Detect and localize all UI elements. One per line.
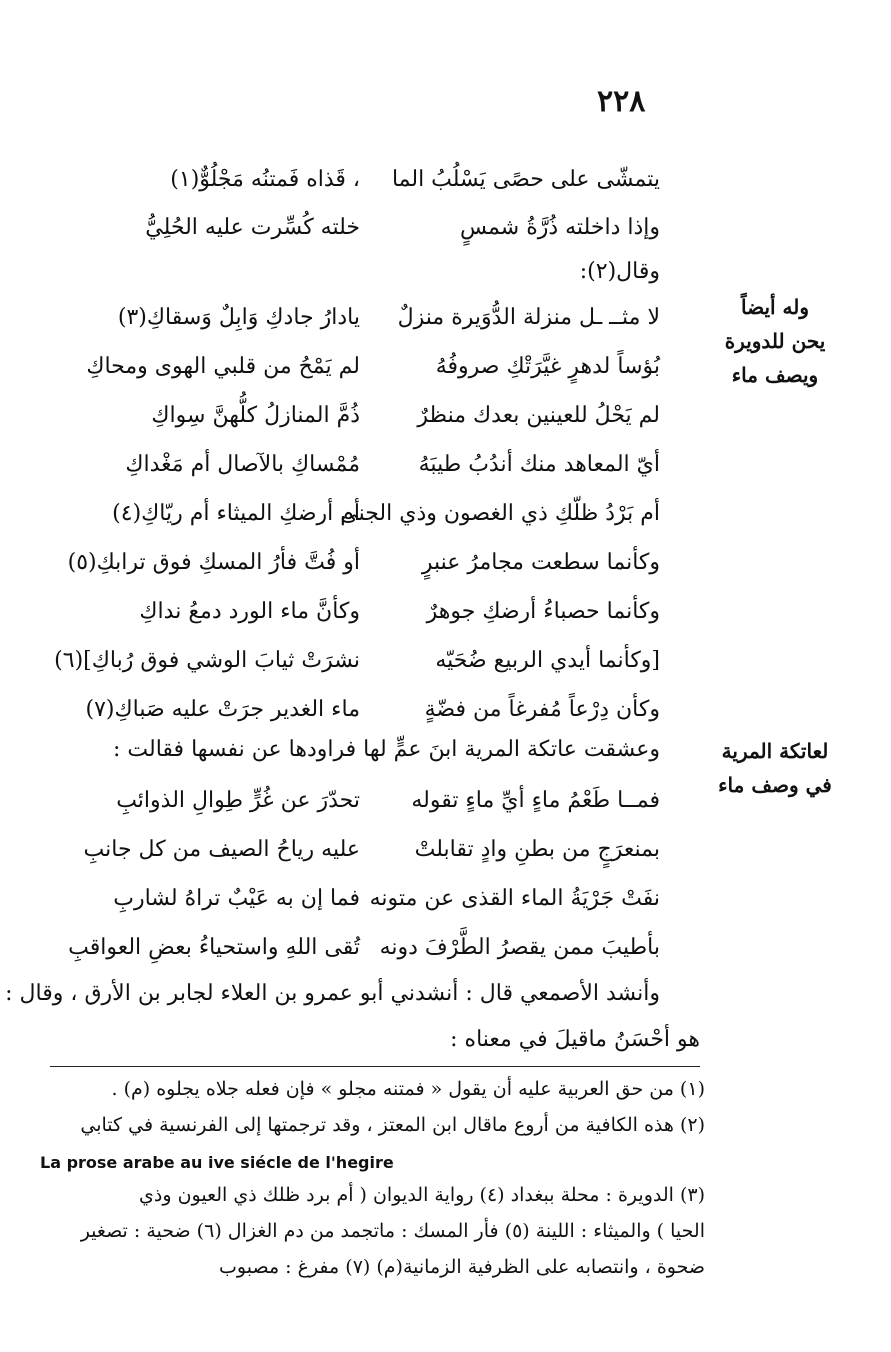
section-intro: وعشقت عاتكة المرية ابنَ عمٍّ لها فراودها عن نفسها فقالت : (113, 737, 660, 762)
gloss-line: يحن للدويرة (724, 329, 826, 353)
verse-right-hemistich: وكأن دِرْعاً مُفرغاً من فضّةٍ (424, 697, 660, 722)
verse-left-hemistich: لم يَمْحُ من قلبي الهوى ومحاكِ (86, 354, 360, 379)
verse-left-hemistich: ، قَذاه فَمتنُه مَجْلُوٌّ(١) (170, 167, 360, 192)
verse-left-hemistich: نشرَتْ ثيابَ الوشي فوق رُباكِ](٦) (54, 648, 360, 673)
footnote-divider (50, 1066, 700, 1067)
intro-line: وقال(٢): (579, 259, 660, 284)
footnote: (٢) هذه الكافية من أروع ماقال ابن المعتز ، وقد ترجمتها إلى الفرنسية في كتابي (80, 1114, 705, 1136)
margin-gloss (690, 734, 860, 802)
verse-left-hemistich: أو فُتَّ فأرُ المسكِ فوق ترابكِ(٥) (67, 550, 360, 575)
verse-right-hemistich: بأطيبَ ممن يقصرُ الطَّرْفَ دونه (379, 935, 660, 960)
footnote-french-title: La prose arabe au ive siécle de l'hegire (40, 1153, 394, 1172)
verse-left-hemistich: فما إن به عَيْبٌ تراهُ لشاربِ (113, 886, 360, 911)
verse-right-hemistich: نفَتْ جَرْيَةُ الماء القذى عن متونه (369, 886, 660, 911)
verse-left-hemistich: تحدّرَ عن غُرٍّ طِوالِ الذوائبِ (116, 788, 360, 813)
footnote: ضحوة ، وانتصابه على الظرفية الزمانية(م) (٧) مفرغ : مصبوب (219, 1256, 705, 1278)
verse-right-hemistich: وإذا داخلته ذُرَّةُ شمسٍ (460, 215, 660, 240)
verse-right-hemistich: لم يَحْلُ للعينين بعدك منظرٌ (417, 403, 660, 428)
verse-right-hemistich: فمــا طَعْمُ ماءٍ أيِّ ماءٍ تقوله (411, 788, 660, 813)
footnote: (٣) الدويرة : محلة ببغداد (٤) رواية الديوان ( أم برد ظلك ذي العيون وذي (139, 1184, 705, 1206)
verse-left-hemistich: ماء الغدير جرَتْ عليه صَباكِ(٧) (85, 697, 360, 722)
verse-left-hemistich: تُقى اللهِ واستحياءُ بعضِ العواقبِ (68, 935, 360, 960)
closing-line: وأنشد الأصمعي قال : أنشدني أبو عمرو بن العلاء لجابر بن الأرق ، وقال : (5, 981, 660, 1006)
closing-line: هو أحْسَنُ ماقيلَ في معناه : (450, 1027, 700, 1052)
gloss-line: وله أيضاً (741, 295, 809, 319)
gloss-line: في وصف ماء (718, 773, 832, 797)
verse-right-hemistich: بُؤساً لدهرٍ غيَّرَتْكِ صروفُهُ (435, 354, 660, 379)
verse-right-hemistich: بمنعرَجٍ من بطنِ وادٍ تقابلتْ (414, 837, 660, 862)
gloss-line: ويصف ماء (731, 363, 819, 387)
margin-gloss (690, 290, 860, 392)
verse-right-hemistich: أم بَرْدُ ظلّكِ ذي الغصون وذي الجنى (340, 501, 660, 526)
verse-left-hemistich: يادارُ جادكِ وَابِلٌ وَسقاكِ(٣) (117, 305, 360, 330)
verse-left-hemistich: وكأنَّ ماء الورد دمعُ نداكِ (139, 599, 360, 624)
verse-left-hemistich: خلته كُسِّرت عليه الحُلِيُّ (145, 215, 360, 240)
page-number: ٢٢٨ (597, 84, 646, 119)
verse-right-hemistich: [وكأنما أيدي الربيع ضُحَيّه (435, 648, 660, 673)
verse-right-hemistich: وكأنما حصباءُ أرضكِ جوهرٌ (426, 599, 660, 624)
verse-right-hemistich: وكأنما سطعت مجامرُ عنبرٍ (421, 550, 660, 575)
verse-right-hemistich: يتمشّى على حصًى يَسْلُبُ الما (391, 167, 660, 192)
verse-right-hemistich: أيّ المعاهد منك أندُبُ طيبَهُ (418, 452, 660, 477)
verse-left-hemistich: ذُمَّ المنازلُ كلُّهنَّ سِواكِ (151, 403, 360, 428)
footnote: (١) من حق العربية عليه أن يقول « فمتنه مجلو » فإن فعله جلاه يجلوه (م) . (111, 1078, 705, 1100)
footnote: الحيا ) والميثاء : اللينة (٥) فأر المسك : ماتجمد من دم الغزال (٦) ضحية : تصغير (80, 1220, 705, 1242)
verse-left-hemistich: أم أرضكِ الميثاء أم ريّاكِ(٤) (112, 501, 360, 526)
verse-right-hemistich: لا مثــ ـل منزلة الدُّوَيرة منزلٌ (397, 305, 660, 330)
gloss-line: لعاتكة المرية (721, 739, 829, 763)
verse-left-hemistich: مُمْساكِ بالآصال أم مَغْداكِ (125, 452, 360, 477)
verse-left-hemistich: عليه رياحُ الصيف من كل جانبِ (83, 837, 360, 862)
